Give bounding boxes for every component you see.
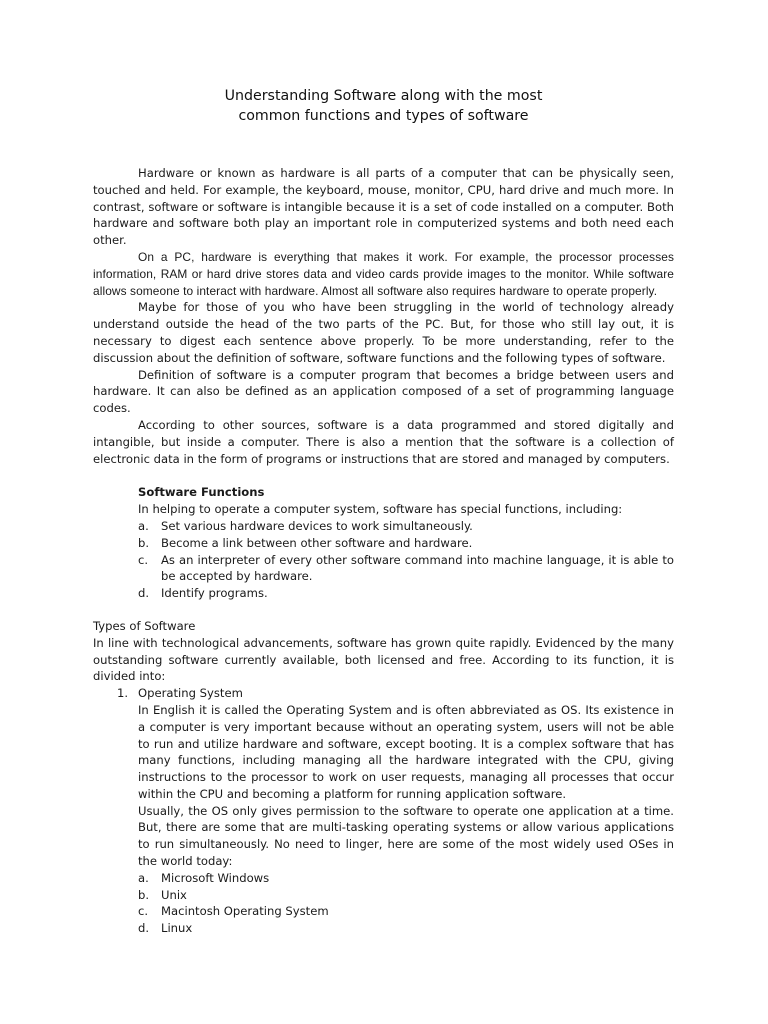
list-item [138, 870, 674, 887]
list-marker: d. [138, 921, 150, 936]
document-title [93, 86, 674, 126]
title-line-2: common functions and types of software [238, 108, 529, 124]
paragraph-pc-hardware: On a PC, hardware is everything that makes it work. For example, the processor processes information, RAM or hard drive stores data and video cards provide images to the monitor. While software allows someone to interact with hardware. Almost all software also requires hardware to operate properly. [93, 249, 674, 298]
list-item-text: Become a link between other software and hardware. [161, 535, 473, 550]
software-functions-intro: In helping to operate a computer system, software has special functions, including: [138, 502, 623, 517]
list-item-text: Identify programs. [161, 586, 268, 601]
list-item-text: Unix [161, 887, 187, 902]
list-marker: 1. [117, 686, 129, 701]
list-marker: a. [138, 518, 149, 533]
list-marker: c. [138, 552, 149, 567]
operating-system-heading: Operating System [138, 686, 243, 701]
list-item [138, 552, 674, 586]
list-marker: c. [138, 904, 149, 919]
list-marker: b. [138, 887, 150, 902]
operating-system-paragraph-2: Usually, the OS only gives permission to the software to operate one application at a time. But, there are some that are multi-tasking operating systems or allow various applications to run simultaneously. No need to linger, here are some of the most widely used OSes in the world today: [138, 803, 674, 869]
document-page [93, 86, 674, 937]
paragraph-technology: Maybe for those of you who have been struggling in the world of technology already understand outside the head of the two parts of the PC. But, for those who still lay out, it is necessary to digest each sentence above properly. To be more understanding, refer to the discussion about the definition of software, software functions and the following types of software. [93, 300, 674, 365]
title-line-1: Understanding Software along with the most [224, 88, 543, 104]
list-item [138, 585, 674, 602]
software-functions-list [138, 518, 674, 602]
list-item [138, 535, 674, 552]
operating-system-paragraph-1: In English it is called the Operating System and is often abbreviated as OS. Its existence in a computer is very important because without an operating system, users will not be able to run and utilize hardware and software, except booting. It is a complex software that has many functions, including managing all the hardware integrated with the CPU, giving instructions to the processor to work on user requests, managing all processes that occur within the CPU and becoming a platform for running application software. [138, 702, 674, 801]
list-item [138, 887, 674, 904]
list-item-text: As an interpreter of every other software command into machine language, it is able to be accepted by hardware. [161, 552, 674, 584]
list-marker: d. [138, 586, 150, 601]
list-marker: a. [138, 870, 149, 885]
paragraph-other-sources: According to other sources, software is a data programmed and stored digitally and intangible, but inside a computer. There is also a mention that the software is a collection of electronic data in the form of programs or instructions that are stored and managed by computers. [93, 417, 674, 466]
list-item-text: Microsoft Windows [161, 870, 270, 885]
software-functions-section [138, 501, 674, 602]
list-marker: b. [138, 535, 150, 550]
list-item-text: Set various hardware devices to work simultaneously. [161, 518, 473, 533]
software-functions-heading: Software Functions [138, 485, 265, 500]
types-of-software-list [93, 685, 674, 937]
paragraph-definition: Definition of software is a computer program that becomes a bridge between users and hardware. It can also be defined as an application composed of a set of programming language codes. [93, 367, 674, 416]
list-item-text: Macintosh Operating System [161, 904, 329, 919]
paragraph-hardware-intro: Hardware or known as hardware is all parts of a computer that can be physically seen, touched and held. For example, the keyboard, mouse, monitor, CPU, hard drive and much more. In contrast, software or software is intangible because it is a set of code installed on a computer. Both hardware and software both play an important role in computerized systems and both need each other. [93, 166, 674, 248]
types-of-software-heading: Types of Software [93, 618, 196, 633]
types-of-software-intro: In line with technological advancements, software has grown quite rapidly. Evidenced by the many outstanding software currently available, both licensed and free. According to its function, it is divided into: [93, 635, 674, 684]
list-item-text: Linux [161, 921, 193, 936]
operating-system-section [138, 685, 674, 937]
list-item-operating-system [93, 685, 674, 937]
list-item [138, 920, 674, 937]
list-item [138, 518, 674, 535]
list-item [138, 903, 674, 920]
operating-system-examples-list [138, 870, 674, 937]
